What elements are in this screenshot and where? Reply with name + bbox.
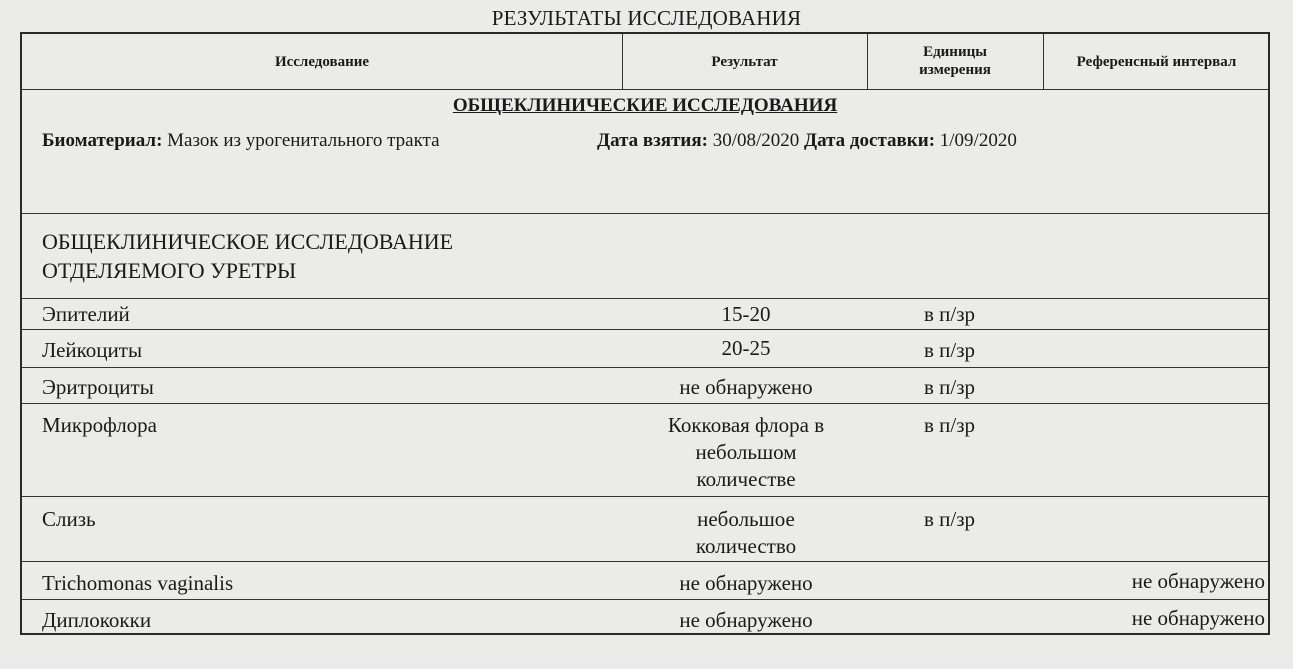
study-subheading-line1: ОБЩЕКЛИНИЧЕСКОЕ ИССЛЕДОВАНИЕ xyxy=(42,229,454,254)
row-result xyxy=(624,506,868,560)
taken-date-value: 30/08/2020 xyxy=(712,130,800,151)
row-result: не обнаружено xyxy=(679,608,813,632)
row-result-line: Кокковая флора в xyxy=(667,413,825,437)
study-subheading-line2: ОТДЕЛЯЕМОГО УРЕТРЫ xyxy=(42,258,297,283)
row-name: Эритроциты xyxy=(42,375,154,399)
row-unit: в п/зр xyxy=(924,338,976,362)
delivered-date-label: Дата доставки: xyxy=(804,130,936,151)
row-reference: не обнаружено xyxy=(1131,606,1265,630)
header-divider xyxy=(22,89,1268,90)
row-result-line: небольшом xyxy=(695,440,797,464)
results-table xyxy=(20,32,1270,635)
header-reference: Референсный интервал xyxy=(1076,54,1237,70)
row-divider xyxy=(22,561,1268,562)
row-result: 15-20 xyxy=(721,302,771,326)
row-result-line: количестве xyxy=(696,467,796,491)
row-unit: в п/зр xyxy=(924,413,976,437)
header-units-line1: Единицы xyxy=(923,44,987,60)
row-unit: в п/зр xyxy=(924,507,976,531)
row-result: не обнаружено xyxy=(679,571,813,595)
document-title: РЕЗУЛЬТАТЫ ИССЛЕДОВАНИЯ xyxy=(491,6,802,30)
header-test: Исследование xyxy=(274,54,370,70)
row-divider xyxy=(22,367,1268,368)
row-result: 20-25 xyxy=(721,336,771,360)
row-name: Эпителий xyxy=(42,302,130,326)
header-units xyxy=(867,43,1043,79)
row-reference: не обнаружено xyxy=(1131,569,1265,593)
row-result: не обнаружено xyxy=(679,375,813,399)
biomaterial-value: Мазок из урогенитального тракта xyxy=(167,130,440,151)
biomaterial-info xyxy=(42,130,440,152)
row-divider xyxy=(22,403,1268,404)
row-name: Диплококки xyxy=(42,608,152,632)
row-result-line: количество xyxy=(695,534,797,558)
row-divider xyxy=(22,496,1268,497)
row-result xyxy=(624,412,868,493)
header-result: Результат xyxy=(711,54,778,70)
section-title: ОБЩЕКЛИНИЧЕСКИЕ ИССЛЕДОВАНИЯ xyxy=(452,95,838,116)
row-unit: в п/зр xyxy=(924,302,976,326)
row-name: Микрофлора xyxy=(42,413,157,437)
row-divider xyxy=(22,329,1268,330)
row-divider xyxy=(22,298,1268,299)
header-units-line2: измерения xyxy=(919,62,991,78)
row-name: Trichomonas vaginalis xyxy=(42,571,234,595)
taken-date-label: Дата взятия: xyxy=(597,130,708,151)
study-subheading xyxy=(42,227,453,285)
row-name: Слизь xyxy=(42,507,96,531)
row-name: Лейкоциты xyxy=(42,338,143,362)
section-divider xyxy=(22,213,1268,214)
biomaterial-label: Биоматериал: xyxy=(42,130,163,151)
delivered-date-value: 1/09/2020 xyxy=(939,130,1017,151)
dates-info xyxy=(597,130,1017,152)
row-divider xyxy=(22,599,1268,600)
row-unit: в п/зр xyxy=(924,375,976,399)
row-result-line: небольшое xyxy=(697,507,795,531)
